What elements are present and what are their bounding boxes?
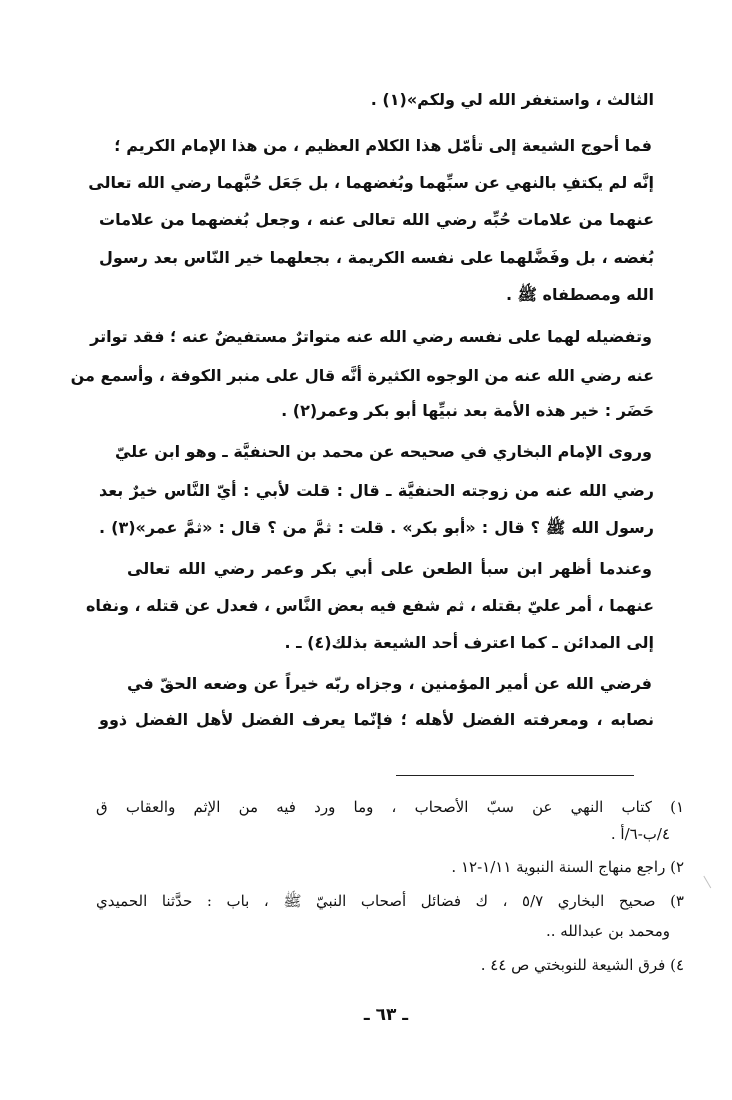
body-line-17: نصابه ، ومعرفته الفضل لأهله ؛ فإنّما يعرف الفضل لأهل الفضل ذوو — [99, 710, 654, 729]
body-line-7: وتفضيله لهما على نفسه رضي الله عنه متواترٌ مستفيضٌ عنه ؛ فقد تواتر — [90, 327, 652, 346]
body-line-10: وروى الإمام البخاري في صحيحه عن محمد بن الحنفيَّة ـ وهو ابن عليّ — [114, 442, 652, 461]
body-line-14: عنهما ، أمر عليّ بقتله ، ثم شفع فيه بعض النَّاس ، فعدل عن قتله ، ونفاه — [85, 596, 654, 615]
body-line-16: فرضي الله عن أمير المؤمنين ، وجزاه ربّه خيراً عن وضعه الحقّ في — [127, 674, 652, 693]
scan-speck — [703, 870, 721, 889]
footnote-4: ٤) فرق الشيعة للنوبختي ص ٤٤ . — [480, 956, 684, 974]
body-line-9: حَضَر : خير هذه الأمة بعد نبيِّها أبو بكر وعمر(٢) . — [281, 401, 654, 420]
footnote-1-line-1: ١) كتاب النهي عن سبّ الأصحاب ، وما ورد فيه من الإثم والعقاب ق — [96, 798, 684, 816]
body-line-3: إنَّه لم يكتفِ بالنهي عن سبِّهما وبُغضهما ، بل جَعَل حُبَّهما رضي الله تعالى — [88, 173, 654, 192]
body-line-11: رضي الله عنه من زوجته الحنفيَّة ـ قال : قلت لأبي : أيّ النَّاس خيرٌ بعد — [99, 481, 654, 500]
body-line-15: إلى المدائن ـ كما اعترف أحد الشيعة بذلك(٤) ـ . — [284, 633, 654, 652]
body-line-1: الثالث ، واستغفر الله لي ولكم»(١) . — [370, 90, 654, 109]
body-line-2: فما أحوج الشيعة إلى تأمّل هذا الكلام العظيم ، من هذا الإمام الكريم ؛ — [114, 136, 652, 155]
footnote-separator — [396, 775, 634, 776]
footnote-2: ٢) راجع منهاج السنة النبوية ١/١١-١٢ . — [451, 858, 684, 876]
body-line-6: الله ومصطفاه ﷺ . — [505, 285, 654, 304]
body-line-4: عنهما من علامات حُبِّه رضي الله تعالى عنه ، وجعل بُغضهما من علامات — [99, 210, 654, 229]
body-line-5: بُغضه ، بل وفَضَّلهما على نفسه الكريمة ، بجعلهما خير النّاس بعد رسول — [99, 248, 654, 267]
body-line-12: رسول الله ﷺ ؟ قال : «أبو بكر» . قلت : ثمَّ من ؟ قال : «ثمَّ عمر»(٣) . — [99, 518, 655, 537]
body-line-13: وعندما أظهر ابن سبأ الطعن على أبي بكر وعمر رضي الله تعالى — [127, 559, 652, 578]
footnote-3-line-2: ومحمد بن عبدالله .. — [545, 922, 670, 940]
body-line-8: عنه رضي الله عنه من الوجوه الكثيرة أنَّه قال على منبر الكوفة ، وأسمع من — [70, 366, 654, 385]
footnote-1-line-2: ٤/ب-٦/أ . — [610, 825, 670, 843]
footnote-3-line-1: ٣) صحيح البخاري ٥/٧ ، ك فضائل أصحاب النبيّ ﷺ ، باب : حدَّثنا الحميدي — [96, 892, 684, 910]
page-number: ـ ٦٣ ـ — [363, 1005, 409, 1025]
